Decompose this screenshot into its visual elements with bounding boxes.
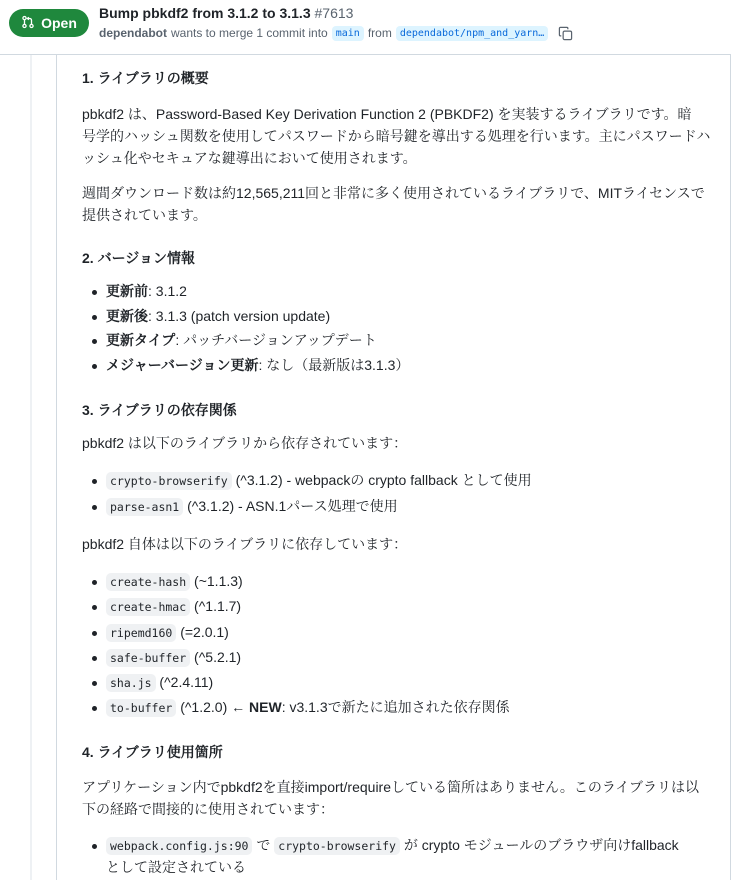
usage-paragraph <box>82 776 712 820</box>
inline-code: safe-buffer <box>106 649 190 667</box>
text-line: ッシュ化やセキュアな鍵導出において使用されます。 <box>82 150 417 166</box>
inline-code: to-buffer <box>106 699 176 717</box>
inline-code: webpack.config.js:90 <box>106 837 252 855</box>
pr-number: #7613 <box>314 5 354 21</box>
section-heading-overview: 1. ライブラリの概要 <box>82 70 209 86</box>
text-line: 提供されています。 <box>82 207 207 223</box>
from-text: from <box>367 26 392 40</box>
inline-code: parse-asn1 <box>106 498 183 516</box>
inline-code: sha.js <box>106 674 156 692</box>
list-item <box>106 330 377 351</box>
item-text: (^3.1.2) - webpackの crypto fallback として使用 <box>231 472 532 488</box>
item-value: : 3.1.3 (patch version update) <box>148 308 331 324</box>
timeline-line <box>30 55 32 880</box>
item-text: で <box>252 837 275 853</box>
item-text: として設定されている <box>106 859 246 875</box>
list-item <box>106 835 706 878</box>
list-item <box>106 306 330 327</box>
item-value: : なし（最新版は3.1.3） <box>258 357 410 373</box>
section-heading-dependencies: 3. ライブラリの依存関係 <box>82 402 237 418</box>
pr-meta <box>99 24 574 42</box>
merge-text: wants to merge 1 commit into <box>171 26 328 40</box>
item-text: (=2.0.1) <box>176 624 229 640</box>
overview-paragraph-2 <box>82 182 712 226</box>
pr-sticky-header <box>0 0 731 55</box>
section-heading-version: 2. バージョン情報 <box>82 250 196 266</box>
pr-title-text[interactable]: Bump pbkdf2 from 3.1.2 to 3.1.3 <box>99 5 311 21</box>
pr-state-badge <box>9 9 89 37</box>
pr-author[interactable]: dependabot <box>99 26 167 40</box>
item-text: (^1.1.7) <box>190 598 242 614</box>
item-text: が crypto モジュールのブラウザ向けfallback <box>399 837 679 853</box>
list-item <box>106 647 241 669</box>
list-item <box>106 672 213 694</box>
item-text: (^3.1.2) - ASN.1パース処理で使用 <box>183 498 398 514</box>
text-line: 週間ダウンロード数は約12,565,211回と非常に多く使用されているライブラリで、MITライセンスで <box>82 185 705 201</box>
list-item <box>106 470 532 492</box>
list-item <box>106 622 229 644</box>
dependencies-intro: pbkdf2 自体は以下のライブラリに依存しています： <box>82 536 408 552</box>
dependents-intro: pbkdf2 は以下のライブラリから依存されています： <box>82 435 408 451</box>
inline-code: ripemd160 <box>106 624 176 642</box>
copy-icon[interactable] <box>556 24 574 42</box>
inline-code: create-hmac <box>106 598 190 616</box>
list-item <box>106 697 510 719</box>
item-text: (^1.2.0) ← <box>176 699 250 715</box>
item-text: (^5.2.1) <box>190 649 242 665</box>
new-label: NEW <box>249 699 282 715</box>
overview-paragraph-1 <box>82 103 712 169</box>
inline-code: crypto-browserify <box>274 837 400 855</box>
base-branch[interactable]: main <box>332 26 364 41</box>
item-value: : パッチバージョンアップデート <box>175 332 377 348</box>
item-label: 更新タイプ <box>106 332 176 348</box>
item-text: (~1.1.3) <box>190 573 243 589</box>
text-line: pbkdf2 は、Password-Based Key Derivation Function 2 (PBKDF2) を実装するライブラリです。暗 <box>82 106 692 122</box>
git-pull-request-icon <box>21 15 35 32</box>
inline-code: crypto-browserify <box>106 472 232 490</box>
text-line: アプリケーション内でpbkdf2を直接import/requireしている箇所はありません。このライブラリは以 <box>82 779 699 795</box>
item-value: : 3.1.2 <box>148 283 187 299</box>
text-line: 号学的ハッシュ関数を使用してパスワードから暗号鍵を導出する処理を行います。主にパスワードハ <box>82 128 711 144</box>
list-item <box>106 596 241 618</box>
list-item <box>106 355 409 376</box>
head-branch[interactable]: dependabot/npm_and_yarn… <box>396 26 549 41</box>
pr-state-label: Open <box>41 15 77 31</box>
text-line: 下の経路で間接的に使用されています： <box>82 801 334 817</box>
item-text: (^2.4.11) <box>155 674 214 690</box>
list-item <box>106 281 187 302</box>
item-label: 更新後 <box>106 308 148 324</box>
item-label: 更新前 <box>106 283 148 299</box>
section-heading-usage: 4. ライブラリ使用箇所 <box>82 744 223 760</box>
inline-code: create-hash <box>106 573 190 591</box>
item-text: : v3.1.3で新たに追加された依存関係 <box>281 699 510 715</box>
list-item <box>106 496 398 518</box>
item-label: メジャーバージョン更新 <box>106 357 259 373</box>
list-item <box>106 571 243 593</box>
pr-title <box>99 5 353 21</box>
